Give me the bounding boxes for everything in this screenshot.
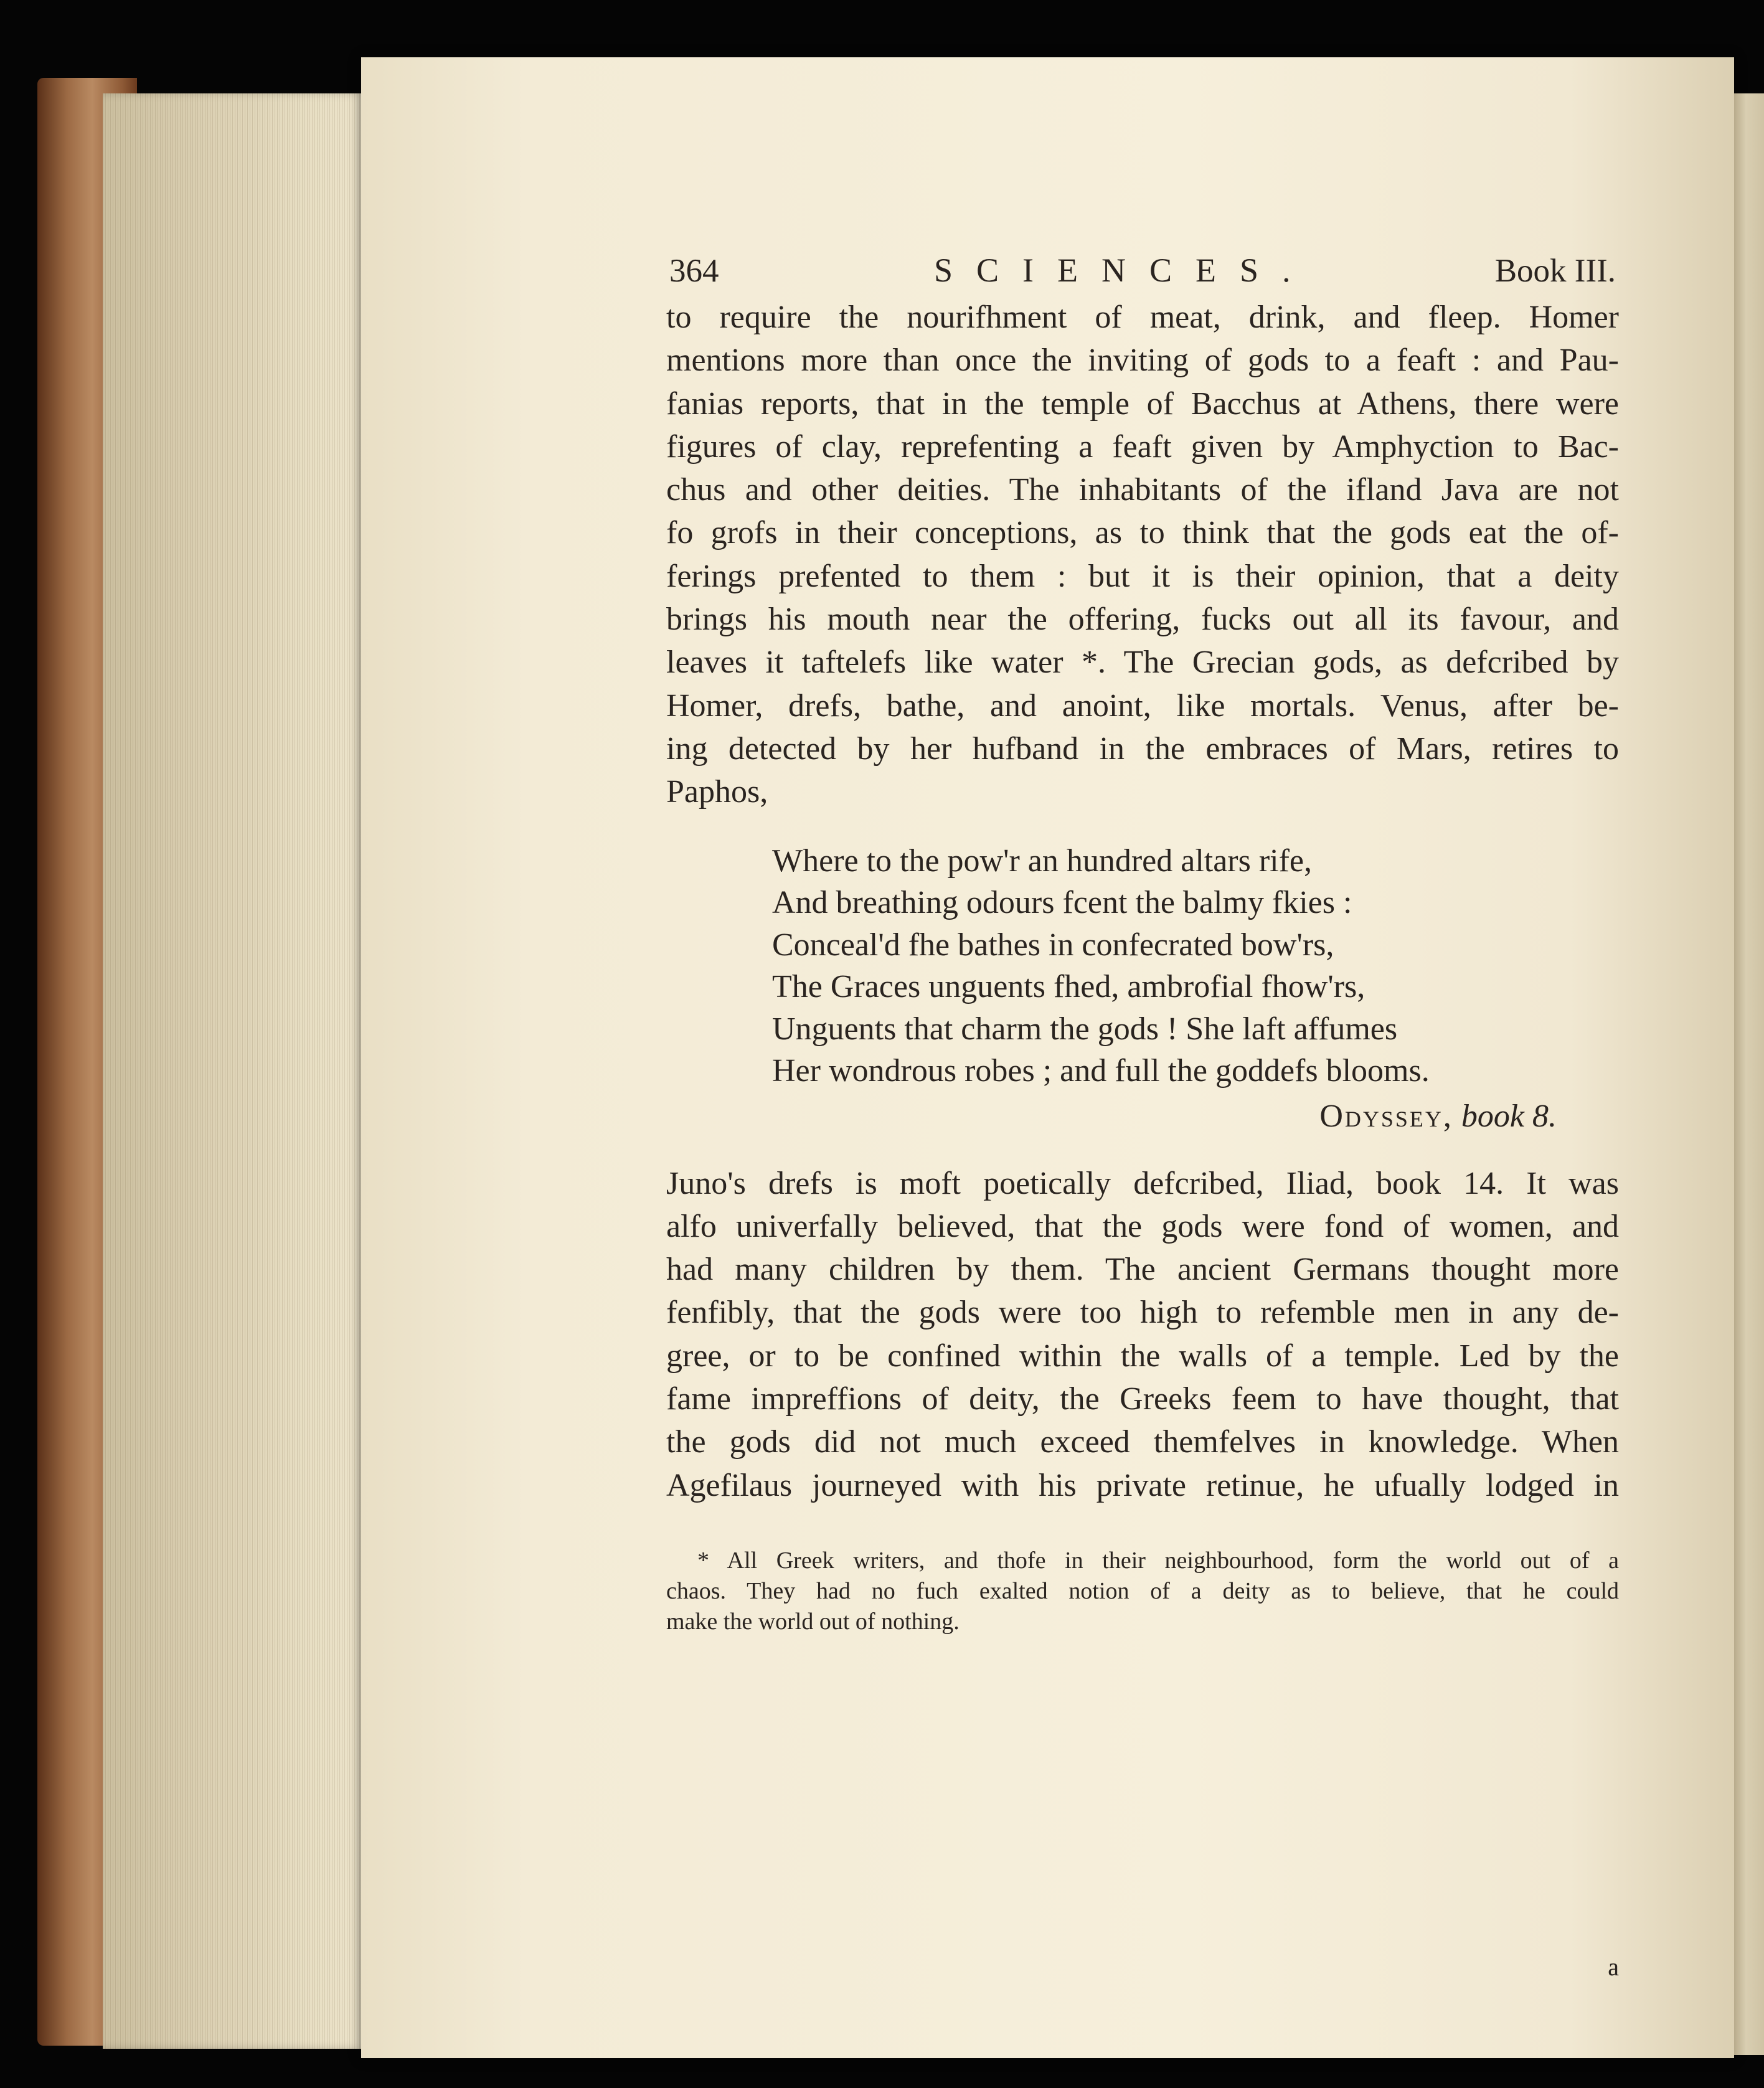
paragraph-2 bbox=[666, 1162, 1619, 1507]
text-line: fo grofs in their conceptions, as to think that the gods eat the of- bbox=[666, 515, 1619, 551]
citation-work: Odyssey, bbox=[1319, 1098, 1453, 1134]
text-line: chus and other deities. The inhabitants of the ifland Java are not bbox=[666, 472, 1619, 508]
footnote-line: make the world out of nothing. bbox=[666, 1608, 960, 1635]
catchword: a bbox=[1608, 1953, 1619, 1981]
verse-line: The Graces unguents fhed, ambrofial fhow'rs, bbox=[772, 969, 1365, 1005]
verse-citation bbox=[666, 1096, 1557, 1137]
verse-quotation bbox=[772, 840, 1619, 1092]
verse-line: Unguents that charm the gods ! She laft affumes bbox=[772, 1011, 1398, 1047]
text-line: to require the nourifhment of meat, drink, and fleep. Homer bbox=[666, 300, 1619, 335]
running-title: SCIENCES. bbox=[934, 252, 1314, 289]
text-line: Juno's drefs is moft poetically defcribed, Iliad, book 14. It was bbox=[666, 1165, 1619, 1201]
verse-line: And breathing odours fcent the balmy fkies : bbox=[772, 885, 1352, 921]
verse-line: Where to the pow'r an hundred altars rife, bbox=[772, 843, 1313, 879]
text-line: alfo univerfally believed, that the gods were fond of women, and bbox=[666, 1208, 1619, 1244]
book-label: Book III. bbox=[1494, 253, 1616, 289]
text-line: brings his mouth near the offering, fucks out all its favour, and bbox=[666, 602, 1619, 638]
text-line: Paphos, bbox=[666, 774, 768, 810]
text-line: Agefilaus journeyed with his private retinue, he ufually lodged in bbox=[666, 1467, 1619, 1503]
page-number: 364 bbox=[669, 253, 719, 289]
verse-line: Her wondrous robes ; and full the goddefs blooms. bbox=[772, 1053, 1430, 1089]
verse-line: Conceal'd fhe bathes in confecrated bow'rs, bbox=[772, 927, 1334, 963]
text-line: Homer, drefs, bathe, and anoint, like mortals. Venus, after be- bbox=[666, 687, 1619, 724]
text-line: ing detected by her hufband in the embraces of Mars, retires to bbox=[666, 730, 1619, 767]
text-line: the gods did not much exceed themfelves in knowledge. When bbox=[666, 1424, 1619, 1460]
paragraph-1 bbox=[666, 296, 1619, 814]
page-block-edges bbox=[103, 93, 364, 2049]
text-line: fame impreffions of deity, the Greeks feem to have thought, that bbox=[666, 1381, 1619, 1417]
text-line: figures of clay, reprefenting a feaft given by Amphyction to Bac- bbox=[666, 428, 1619, 465]
footnote-line: * All Greek writers, and thofe in their neighbourhood, form the world out of a bbox=[697, 1547, 1619, 1574]
text-line: fanias reports, that in the temple of Bacchus at Athens, there were bbox=[666, 385, 1619, 422]
running-header bbox=[666, 246, 1619, 296]
footnote bbox=[666, 1546, 1619, 1637]
text-line: fenfibly, that the gods were too high to refemble men in any de- bbox=[666, 1295, 1619, 1331]
text-line: had many children by them. The ancient Germans thought more bbox=[666, 1252, 1619, 1288]
facing-page-edge bbox=[1734, 93, 1764, 2055]
text-line: gree, or to be confined within the walls of a temple. Led by the bbox=[666, 1338, 1619, 1374]
citation-book: book 8. bbox=[1461, 1098, 1557, 1134]
text-line: mentions more than once the inviting of gods to a feaft : and Pau- bbox=[666, 342, 1619, 379]
page-text bbox=[666, 246, 1619, 1981]
footnote-line: chaos. They had no fuch exalted notion of a deity as to believe, that he could bbox=[666, 1577, 1619, 1604]
text-line: leaves it taftelefs like water *. The Grecian gods, as defcribed by bbox=[666, 645, 1619, 681]
text-line: ferings prefented to them : but it is their opinion, that a deity bbox=[666, 558, 1619, 594]
